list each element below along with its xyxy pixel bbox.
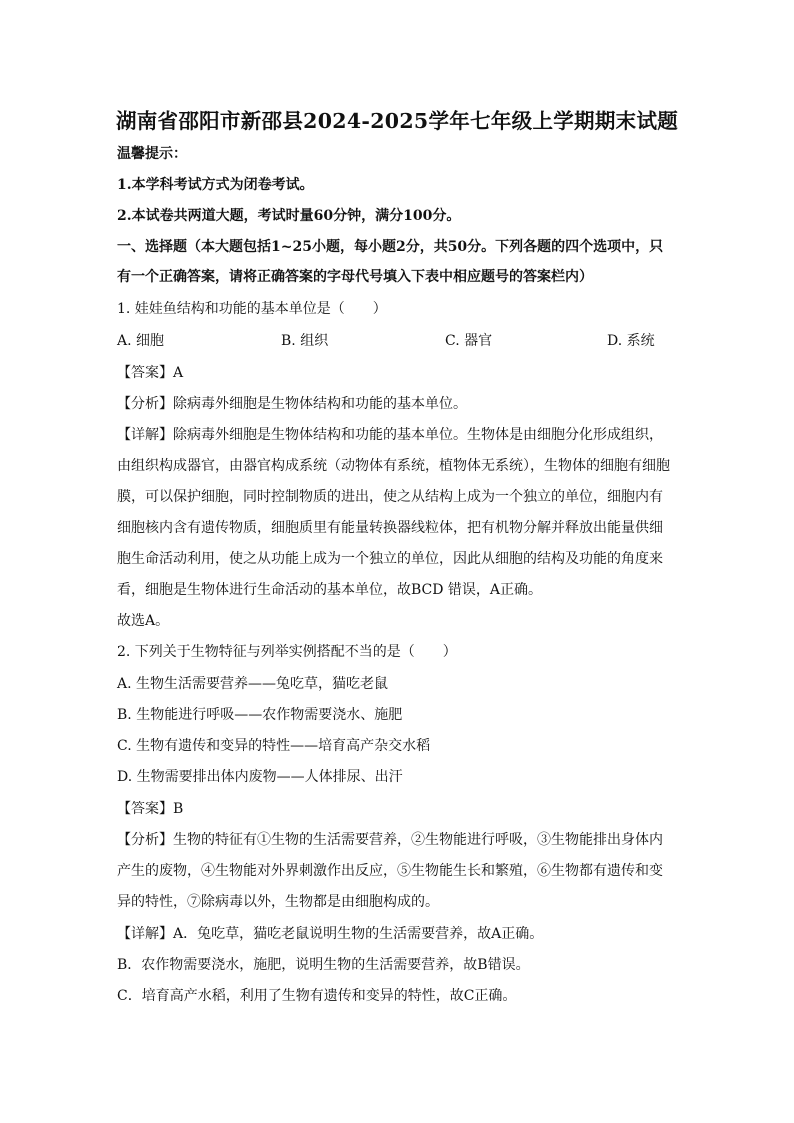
q2-answer: 【答案】B	[117, 801, 184, 817]
section-heading-line-1: 一、选择题（本大题包括1~25小题，每小题2分，共50分。下列各题的四个选项中，只	[117, 239, 664, 255]
q2-option-d: D. 生物需要排出体内废物——人体排尿、出汗	[117, 769, 403, 785]
q1-detail-line-3: 膜，可以保护细胞，同时控制物质的进出，使之从结构上成为一个独立的单位，细胞内有	[117, 489, 663, 505]
q1-option-b: B. 组织	[281, 333, 329, 349]
q2-option-c: C. 生物有遗传和变异的特性——培育高产杂交水稻	[117, 738, 431, 754]
notice-item-1: 1.本学科考试方式为闭卷考试。	[117, 177, 314, 193]
q2-stem: 2. 下列关于生物特征与列举实例搭配不当的是（ ）	[117, 644, 457, 660]
q2-detail-line-2: B．农作物需要浇水，施肥，说明生物的生活需要营养，故B错误。	[117, 957, 530, 973]
q1-option-a: A. 细胞	[117, 333, 165, 349]
q1-conclusion: 故选A。	[117, 613, 170, 629]
q1-option-d: D. 系统	[607, 333, 655, 349]
q1-option-c: C. 器官	[445, 333, 493, 349]
page-title: 湖南省邵阳市新邵县2024-2025学年七年级上学期期末试题	[115, 109, 679, 133]
q1-answer: 【答案】A	[117, 365, 184, 381]
q2-detail-line-1: 【详解】A．兔吃草，猫吃老鼠说明生物的生活需要营养，故A正确。	[117, 926, 544, 942]
q1-detail-line-4: 细胞核内含有遗传物质，细胞质里有能量转换器线粒体，把有机物分解并释放出能量供细	[117, 520, 663, 536]
q1-detail-line-2: 由组织构成器官，由器官构成系统（动物体有系统，植物体无系统），生物体的细胞有细胞	[117, 458, 670, 474]
q1-analysis: 【分析】除病毒外细胞是生物体结构和功能的基本单位。	[117, 396, 467, 412]
q2-analysis-line-2: 产生的废物，④生物能对外界刺激作出反应，⑤生物能生长和繁殖，⑥生物都有遗传和变	[117, 863, 663, 879]
q1-detail-line-5: 胞生命活动利用，使之从功能上成为一个独立的单位，因此从细胞的结构及功能的角度来	[117, 551, 663, 567]
q2-option-b: B. 生物能进行呼吸——农作物需要浇水、施肥	[117, 707, 403, 723]
q1-detail-line-6: 看，细胞是生物体进行生命活动的基本单位，故BCD 错误，A正确。	[117, 582, 543, 598]
q2-analysis-line-1: 【分析】生物的特征有①生物的生活需要营养，②生物能进行呼吸，③生物能排出身体内	[117, 832, 663, 848]
q2-detail-line-3: C．培育高产水稻，利用了生物有遗传和变异的特性，故C正确。	[117, 988, 517, 1004]
q2-analysis-line-3: 异的特性，⑦除病毒以外，生物都是由细胞构成的。	[117, 894, 439, 910]
q2-option-a: A. 生物生活需要营养——兔吃草，猫吃老鼠	[117, 676, 389, 692]
notice-item-2: 2.本试卷共两道大题，考试时量60分钟，满分100分。	[117, 208, 461, 224]
section-heading-line-2: 有一个正确答案，请将正确答案的字母代号填入下表中相应题号的答案栏内）	[117, 269, 593, 285]
q1-stem: 1. 娃娃鱼结构和功能的基本单位是（ ）	[117, 301, 387, 317]
q1-detail-line-1: 【详解】除病毒外细胞是生物体结构和功能的基本单位。生物体是由细胞分化形成组织，	[117, 427, 663, 443]
notice-heading: 温馨提示：	[117, 146, 187, 162]
